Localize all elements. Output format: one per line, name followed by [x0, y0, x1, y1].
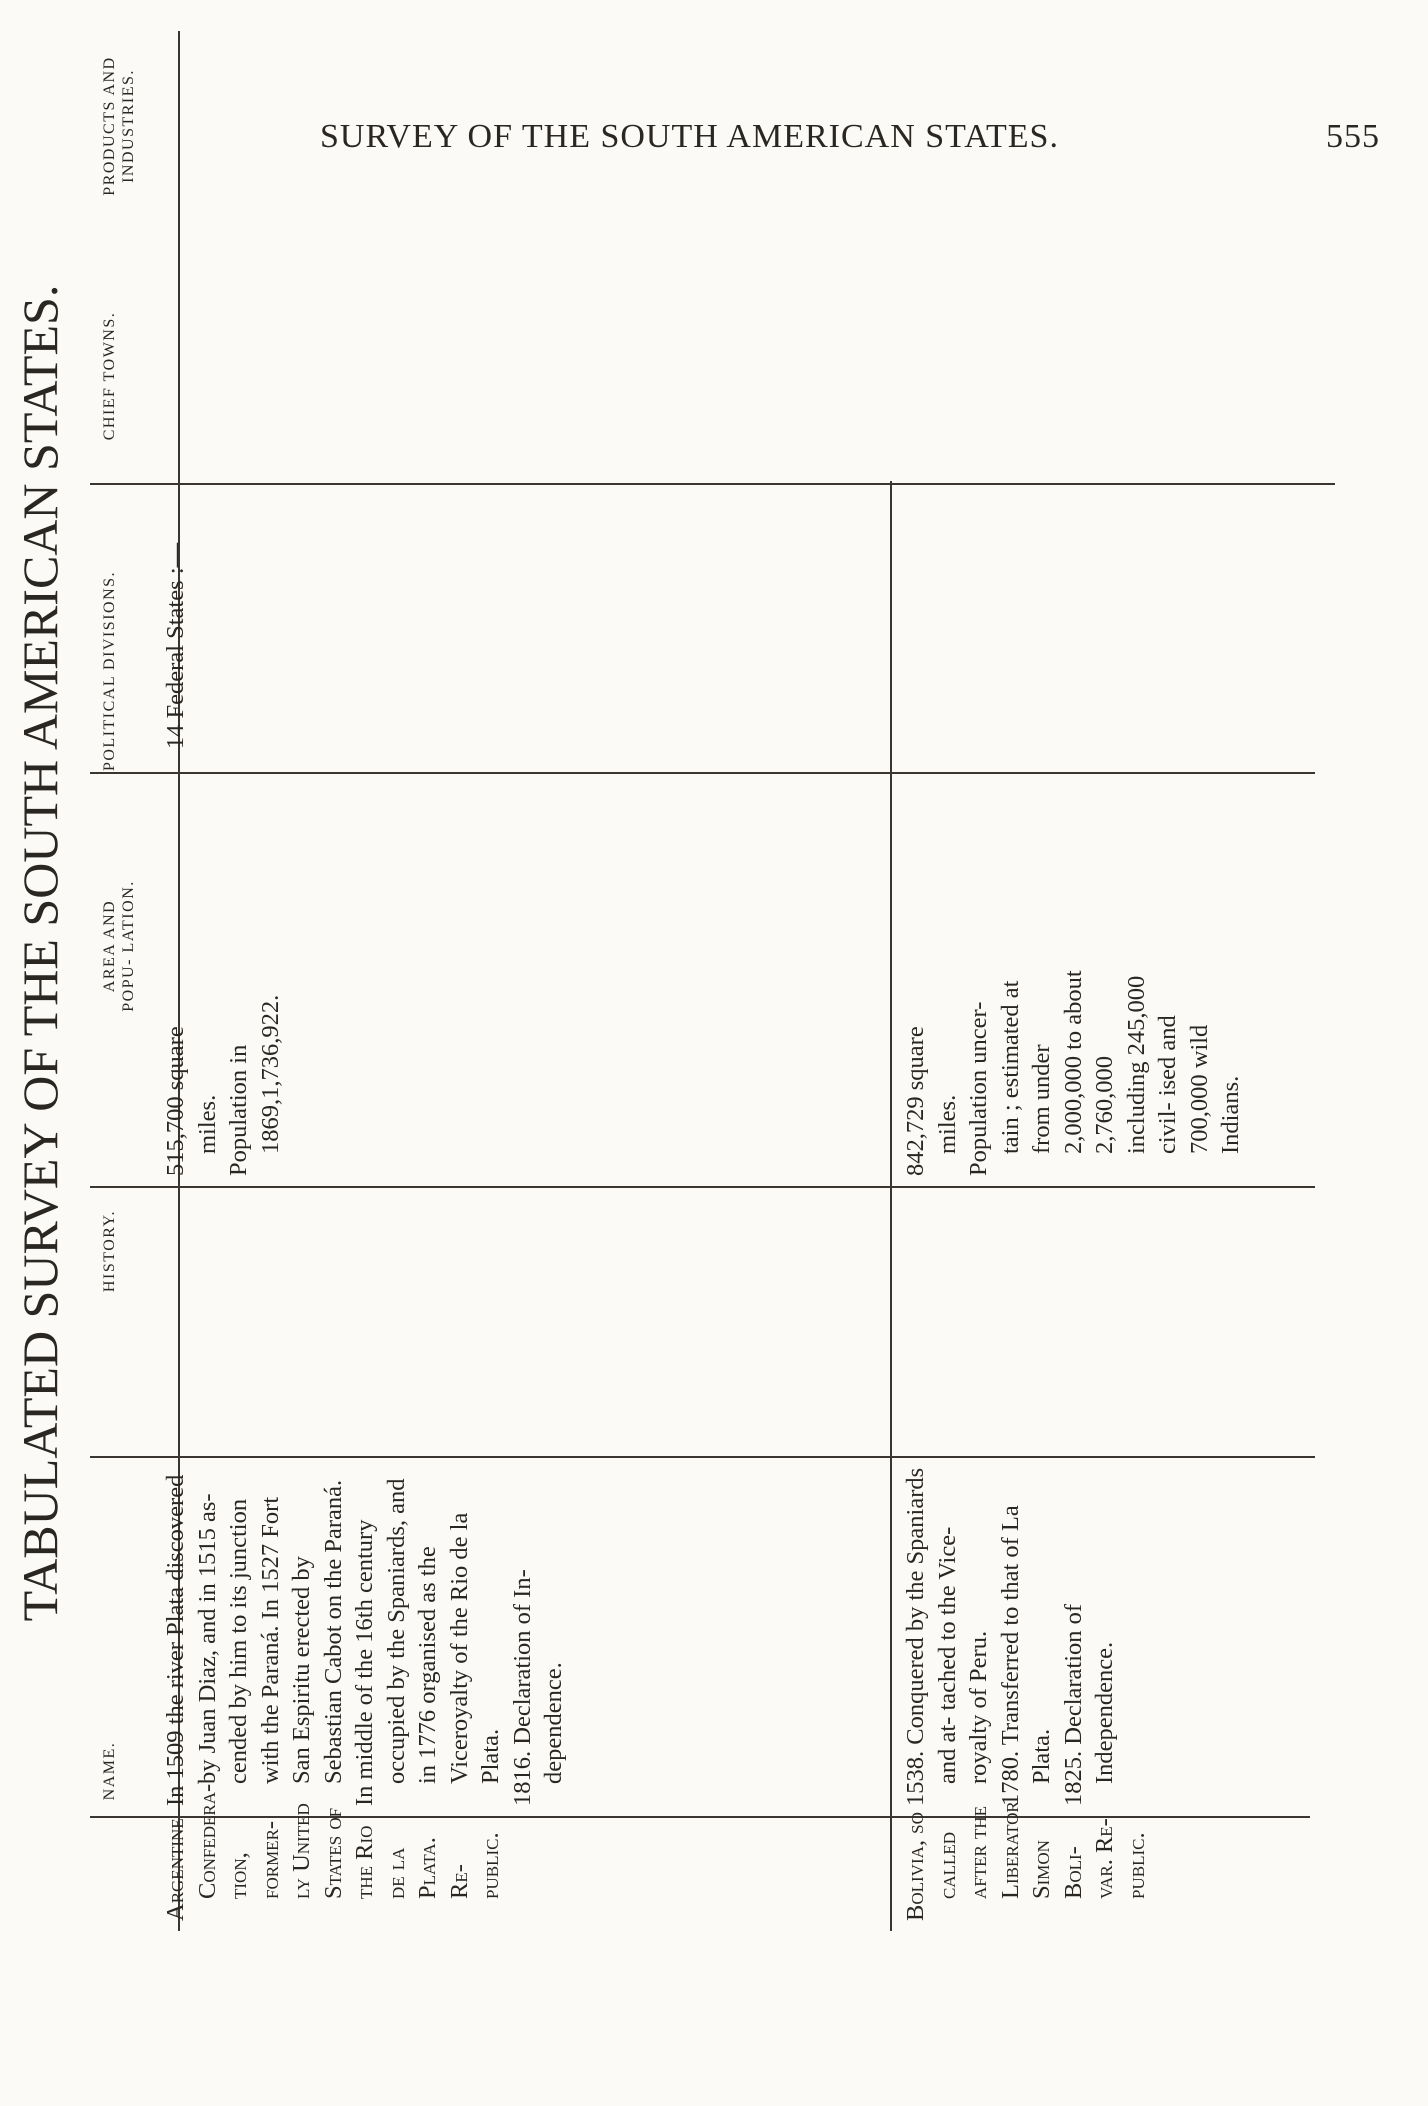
rule-history-area — [90, 1456, 1315, 1458]
row1-name — [160, 1783, 507, 1921]
row1-history-3: 1816. Declaration of In- dependence. — [508, 1569, 567, 1806]
row1-divisions — [160, 436, 192, 856]
row2-area — [900, 966, 1247, 1176]
rule-towns-products — [90, 483, 1335, 485]
row1-history-2: In middle of the 16th century occupied by the Spaniards, and in 1776 organised as the Viceroyalty of the Rio de la Plata. — [351, 1478, 504, 1806]
row2-history-1: 1538. Conquered by the Spaniards and at- tached to the Vice- royalty of Peru. — [902, 1467, 992, 1806]
row2-area-2: Population uncer- tain ; estimated at from under 2,000,000 to about 2,760,000 including 245,000 civil- ised and 700,000 wild Indians. — [965, 970, 1244, 1176]
header-divisions: POLITICAL DIVISIONS. — [101, 570, 118, 772]
row1-name-text: Argentine Confedera- tion, former- ly United States of the Rio de la Plata. Re- public. — [162, 1783, 504, 1921]
rule-divisions-towns — [90, 772, 1315, 774]
row2-history-3: 1825. Declaration of Independence. — [1059, 1603, 1118, 1806]
row1-area-2: Population in 1869,1,736,922. — [225, 994, 284, 1176]
rule-area-divisions — [90, 1186, 1315, 1188]
row2-name — [900, 1801, 1152, 1921]
row-divider — [890, 481, 892, 1931]
header-name: NAME. — [101, 1741, 118, 1801]
page-number: 555 — [1326, 118, 1380, 155]
row2-history — [900, 1466, 1121, 1806]
row1-divisions-intro: 14 Federal States :— — [162, 542, 189, 750]
row2-area-1: 842,729 square miles. — [902, 1026, 961, 1176]
header-history: HISTORY. — [101, 1209, 118, 1293]
table-title: TABULATED SURVEY OF THE SOUTH AMERICAN STATES. — [12, 284, 68, 1622]
header-area: AREA AND POPU- LATION. — [101, 880, 137, 1012]
running-title: SURVEY OF THE SOUTH AMERICAN STATES. — [320, 118, 1059, 155]
row1-history — [160, 1466, 570, 1806]
row1-area — [160, 966, 286, 1176]
header-products: PRODUCTS AND INDUSTRIES. — [101, 56, 137, 196]
row2-history-2: 1780. Transferred to that of La Plata. — [996, 1505, 1055, 1806]
row2-name-text: Bolivia, so called after the Liberator Simon Boli- var. Re- public. — [902, 1801, 1150, 1921]
row1-history-1: In 1509 the river Plata discovered by Juan Diaz, and in 1515 as- cended by him to its junction with the Paraná. In 1527 Fort San Espiritu erected by Sebastian Cabot on the Paraná. — [162, 1474, 347, 1806]
row1-area-1: 515,700 square miles. — [162, 1026, 221, 1176]
header-towns: CHIEF TOWNS. — [101, 311, 118, 441]
